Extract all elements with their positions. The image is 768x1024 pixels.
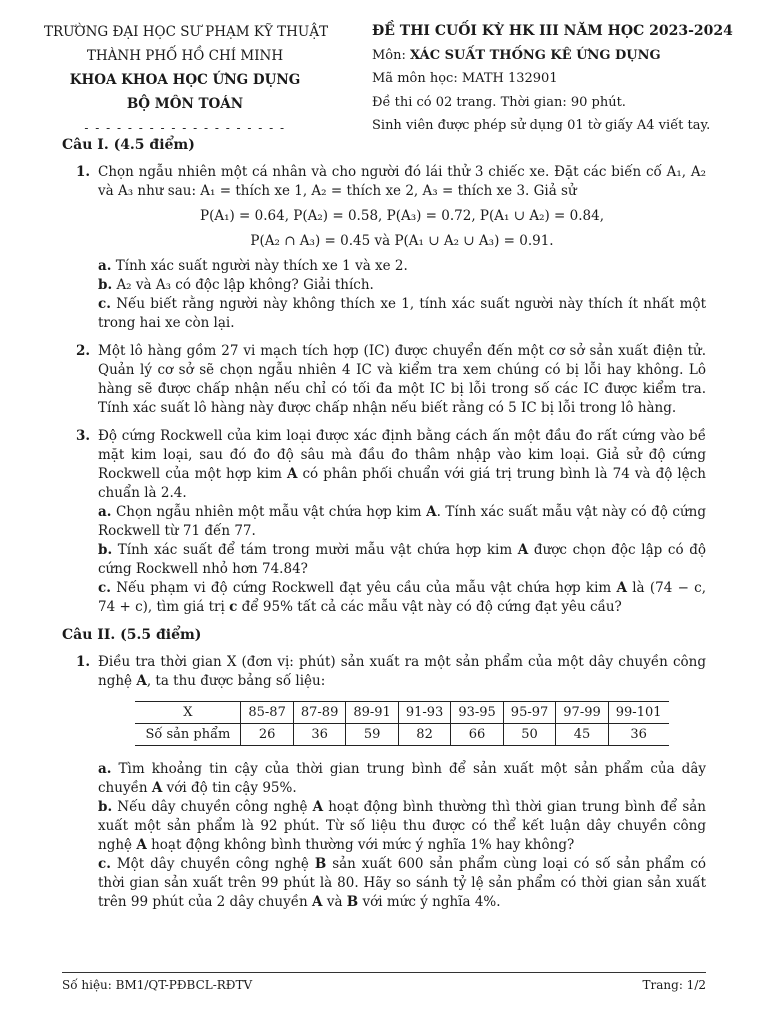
table-row-counts [135,724,668,746]
subquestion-text: với mức ý nghĩa 4%. [362,894,501,910]
question-2-1 [62,653,706,912]
subquestion-text: Một dây chuyền công nghệ [116,856,309,872]
question-1-2 [62,342,706,418]
subquestion-label: b. [98,277,113,293]
subquestion-text: là (74 − c, 74 + c), tìm giá trị [98,580,706,615]
question-intro: Chọn ngẫu nhiên một cá nhân và cho người đó lái thử 3 chiếc xe. Đặt các biến cố A₁, A₂ và A₃ như sau: A₁ = thích xe 1, A₂ = thích xe 2, A₃ = thích xe 3. Giả sử [98,164,706,199]
subquestion-text: A₂ và A₃ có độc lập không? Giải thích. [116,277,374,293]
count-cell: 45 [556,724,608,746]
question-intro [98,653,706,691]
subquestion-b [98,541,706,579]
intro-text: Độ cứng Rockwell của kim loại được xác định bằng cách ấn một đầu đo rất cứng vào bề mặt kim loại, sau đó đo độ sâu mà đầu đo thâm nhập vào kim loại. Giả sử độ cứng Rockwell của một hợp kim [98,428,706,482]
page-number: Trang: 1/2 [642,978,706,992]
subquestion-a [98,257,706,276]
subquestion-text: Nếu biết rằng người này không thích xe 1, tính xác suất người này thích ít nhất một trong hai xe còn lại. [98,296,706,331]
interval-cell: 93-95 [451,702,503,724]
subquestion-text: hoạt động không bình thường với mức ý nghĩa 1% hay không? [151,837,575,853]
intro-text: Điều tra thời gian X (đơn vị: phút) sản xuất ra một sản phẩm của một dây chuyền công nghệ [98,654,706,689]
subquestion-text: . Tính xác suất mẫu vật này có độ cứng Rockwell từ 71 đến 77. [98,504,706,539]
interval-cell: 87-89 [293,702,345,724]
question-number: 3. [76,428,91,444]
subquestion-text: để 95% tất cả các mẫu vật này có độ cứng đạt yêu cầu? [241,599,622,615]
line-label: B [314,856,327,872]
interval-cell: 99-101 [608,702,668,724]
subquestion-label: c. [98,296,111,312]
data-table [135,701,668,746]
subquestion-a [98,760,706,798]
city-name: THÀNH PHỐ HỒ CHÍ MINH [86,48,284,64]
exam-duration: Đề thi có 02 trang. Thời gian: 90 phút. [372,94,626,110]
subquestion-c [98,855,706,912]
table-row-intervals [135,702,668,724]
dashed-divider: - - - - - - - - - - - - - - - - - - - [84,121,286,135]
subquestion-text: hoạt động bình thường thì thời gian trung bình để sản xuất một sản phẩm là 92 phút. Từ số liệu thu được có thể kết luận dây chuyền công nghệ [98,799,706,853]
count-cell: 59 [346,724,398,746]
interval-cell: 95-97 [503,702,555,724]
page-footer [62,972,706,992]
alloy-label: A [517,542,529,558]
subquestion-text: Tính xác suất để tám trong mười mẫu vật chứa hợp kim [117,542,513,558]
exam-info-block [372,20,732,138]
equation-line-2: P(A₂ ∩ A₃) = 0.45 và P(A₁ ∪ A₂ ∪ A₃) = 0.91. [250,233,554,249]
subquestion-label: a. [98,504,112,520]
subquestion-text: với độ tin cậy 95%. [166,780,297,796]
university-name: TRƯỜNG ĐẠI HỌC SƯ PHẠM KỸ THUẬT [44,24,329,40]
question-number: 1. [76,654,91,670]
institution-block [44,20,329,140]
count-cell: 36 [608,724,668,746]
subquestion-label: b. [98,542,113,558]
variable-c: c [229,599,238,615]
course-code: Mã môn học: MATH 132901 [372,71,558,86]
subject-label: Môn: [372,47,406,63]
section-1-title: Câu I. (4.5 điểm) [62,137,195,153]
subquestion-a [98,503,706,541]
document-code: Số hiệu: BM1/QT-PĐBCL-RĐTV [62,978,253,992]
question-1-3 [62,427,706,617]
allowed-materials: Sinh viên được phép sử dụng 01 tờ giấy A4 viết tay. [372,118,711,133]
subquestion-text: được chọn độc lập có độ cứng Rockwell nhỏ hơn 74.84? [98,542,706,577]
subquestion-text: Nếu dây chuyền công nghệ [117,799,308,815]
row-header-x: X [135,702,240,724]
interval-cell: 85-87 [241,702,293,724]
count-cell: 82 [398,724,450,746]
subquestion-text: Tính xác suất người này thích xe 1 và xe 2. [115,258,408,274]
department-name: BỘ MÔN TOÁN [126,96,244,112]
line-label: A [136,673,147,689]
subject-name: XÁC SUẤT THỐNG KÊ ỨNG DỤNG [410,47,661,63]
subquestion-label: a. [98,761,112,777]
line-label: A [136,837,147,853]
subject-line [372,44,732,68]
intro-text: có phân phối chuẩn với giá trị trung bình là 74 và độ lệch chuẩn là 2.4. [98,466,706,501]
exam-body [62,136,706,921]
line-label: B [346,894,359,910]
subquestion-text: sản xuất 600 sản phẩm cùng loại có số sản phẩm có thời gian sản xuất trên 99 phút là 80. Hãy so sánh tỷ lệ sản phẩm có thời gian sản xuất trên 99 phút của 2 dây chuyền [98,856,707,910]
faculty-name: KHOA KHOA HỌC ỨNG DỤNG [69,72,301,88]
count-cell: 26 [241,724,293,746]
line-label: A [151,780,163,796]
interval-cell: 89-91 [346,702,398,724]
subquestion-label: a. [98,258,112,274]
subquestion-b [98,798,706,855]
subquestion-label: b. [98,799,113,815]
subquestion-b [98,276,706,295]
subquestion-label: c. [98,580,111,596]
alloy-label: A [426,504,437,520]
subquestion-c [98,579,706,617]
row-header-count: Số sản phẩm [135,724,240,746]
equation-line-1: P(A₁) = 0.64, P(A₂) = 0.58, P(A₃) = 0.72, P(A₁ ∪ A₂) = 0.84, [199,208,605,224]
question-number: 1. [76,164,91,180]
question-text: Một lô hàng gồm 27 vi mạch tích hợp (IC) được chuyển đến một cơ sở sản xuất điện tử. Quản lý cơ sở sẽ chọn ngẫu nhiên 4 IC và kiểm tra xem chúng có bị lỗi hay không. Lô hàng sẽ được chấp nhận nếu chỉ có tối đa một IC bị lỗi trong số các IC được kiểm tra. Tính xác suất lô hàng này được chấp nhận nếu biết rằng có 5 IC bị lỗi trong lô hàng. [98,343,706,416]
count-cell: 66 [451,724,503,746]
count-cell: 36 [293,724,345,746]
intro-text: , ta thu được bảng số liệu: [146,673,326,689]
subquestion-label: c. [98,856,111,872]
section-2-title: Câu II. (5.5 điểm) [62,627,202,643]
count-cell: 50 [503,724,555,746]
line-label: A [312,894,323,910]
alloy-label: A [286,466,298,482]
conjunction: và [326,894,343,910]
interval-cell: 97-99 [556,702,608,724]
question-intro [98,427,706,503]
subquestion-text: Chọn ngẫu nhiên một mẫu vật chứa hợp kim [115,504,422,520]
line-label: A [312,799,324,815]
alloy-label: A [616,580,627,596]
question-number: 2. [76,343,91,359]
exam-header [0,20,768,135]
interval-cell: 91-93 [398,702,450,724]
subquestion-text: Tìm khoảng tin cậy của thời gian trung bình để sản xuất một sản phẩm của dây chuyền [98,761,707,796]
subquestion-text: Nếu phạm vi độ cứng Rockwell đạt yêu cầu của mẫu vật chứa hợp kim [116,580,612,596]
question-1-1 [62,163,706,333]
exam-title: ĐỀ THI CUỐI KỲ HK III NĂM HỌC 2023-2024 [372,23,733,39]
subquestion-c [98,295,706,333]
